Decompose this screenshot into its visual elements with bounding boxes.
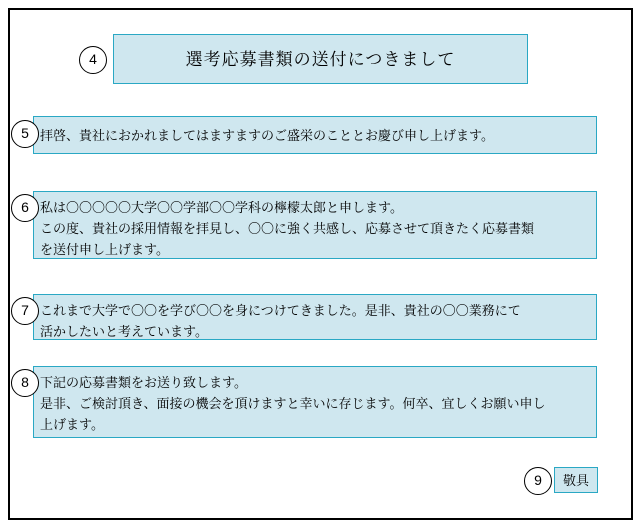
callout-marker-7: 7: [11, 297, 39, 325]
introduction-line: 私は〇〇〇〇〇大学〇〇学部〇〇学科の檸檬太郎と申します。: [40, 200, 403, 215]
greeting-paragraph-box: [33, 116, 597, 154]
closing-paragraph-box: [33, 366, 597, 438]
introduction-line: この度、貴社の採用情報を拝見し、〇〇に強く共感し、応募させて頂きたく応募書類: [40, 221, 535, 236]
greeting-line: 拝啓、貴社におかれましてはますますのご盛栄のこととお慶び申し上げます。: [40, 128, 494, 143]
introduction-line: を送付申し上げます。: [40, 242, 169, 257]
closing-line: 上げます。: [40, 417, 104, 432]
experience-line: 活かしたいと考えています。: [40, 324, 208, 339]
callout-marker-5: 5: [11, 120, 39, 148]
callout-marker-8: 8: [11, 369, 39, 397]
document-title-text: 選考応募書類の送付につきまして: [185, 49, 456, 69]
signature-closing-text: 敬具: [562, 472, 589, 488]
closing-line: 下記の応募書類をお送り致します。: [40, 375, 247, 390]
callout-marker-9: 9: [524, 467, 552, 495]
closing-line: 是非、ご検討頂き、面接の機会を頂けますと幸いに存じます。何卒、宜しくお願い申し: [40, 396, 546, 411]
introduction-paragraph-box: [33, 191, 597, 259]
experience-line: これまで大学で〇〇を学び〇〇を身につけてきました。是非、貴社の〇〇業務にて: [40, 303, 521, 318]
document-title-box: [113, 34, 528, 84]
callout-marker-4: 4: [79, 46, 107, 74]
callout-marker-6: 6: [11, 194, 39, 222]
signature-closing-box: [554, 467, 598, 493]
page-outline: [8, 8, 633, 520]
experience-paragraph-box: [33, 294, 597, 340]
